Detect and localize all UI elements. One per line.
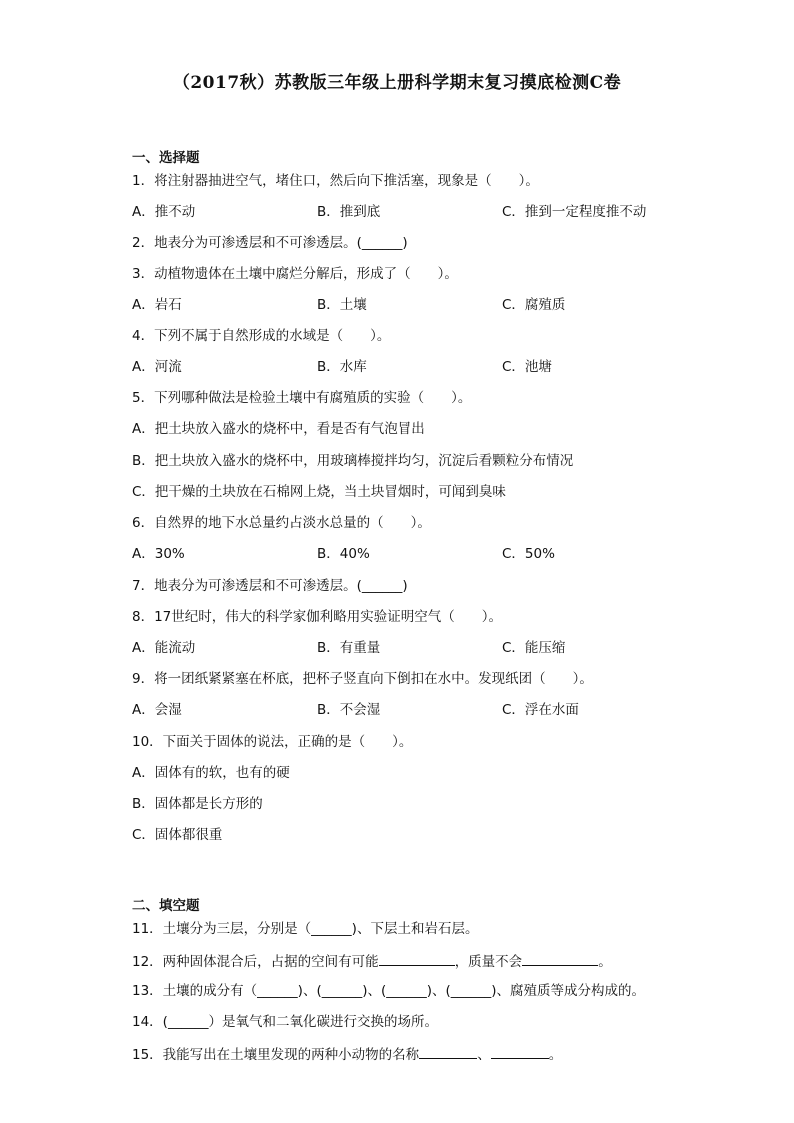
- question-4-option-b: B．水库: [317, 359, 367, 375]
- question-3-option-b: B．土壤: [317, 297, 367, 313]
- question-10-option-a: A．固体有的软，也有的硬: [132, 765, 290, 781]
- question-12: [132, 951, 612, 971]
- question-3: 3．动植物遗体在土壤中腐烂分解后，形成了（ ）。: [132, 266, 458, 282]
- section-heading-choice: 一、选择题: [132, 150, 200, 166]
- question-3-option-a: A．岩石: [132, 297, 182, 313]
- question-9: 9．将一团纸紧紧塞在杯底，把杯子竖直向下倒扣在水中。发现纸团（ ）。: [132, 671, 593, 687]
- question-4-option-c: C．池塘: [502, 359, 552, 375]
- answer-blank[interactable]: [419, 1044, 477, 1059]
- question-10: 10．下面关于固体的说法，正确的是（ ）。: [132, 734, 413, 750]
- question-13: 13．土壤的成分有（______)、(______)、(______)、(______)、腐殖质等成分构成的。: [132, 983, 646, 999]
- question-9-option-a: A．会湿: [132, 702, 182, 718]
- question-5-option-a: A．把土块放入盛水的烧杯中，看是否有气泡冒出: [132, 421, 425, 437]
- answer-blank[interactable]: [491, 1044, 549, 1059]
- question-3-option-c: C．腐殖质: [502, 297, 566, 313]
- question-9-option-c: C．浮在水面: [502, 702, 579, 718]
- question-15-text-start: 15．我能写出在土壤里发现的两种小动物的名称: [132, 1047, 420, 1063]
- question-1-option-c: C．推到一定程度推不动: [502, 204, 647, 220]
- question-1-option-a: A．推不动: [132, 204, 196, 220]
- question-6-option-a: A．30%: [132, 546, 185, 562]
- section-heading-fill: 二、填空题: [132, 898, 200, 914]
- question-10-option-b: B．固体都是长方形的: [132, 796, 263, 812]
- question-15-text-end: 。: [548, 1047, 563, 1063]
- page-title: （2017秋）苏教版三年级上册科学期末复习摸底检测C卷: [172, 73, 622, 93]
- question-4: 4．下列不属于自然形成的水域是（ ）。: [132, 328, 391, 344]
- question-9-option-b: B．不会湿: [317, 702, 381, 718]
- question-12-text-mid: ，质量不会: [454, 954, 523, 970]
- question-5-option-c: C．把干燥的土块放在石棉网上烧，当土块冒烟时，可闻到臭味: [132, 484, 506, 500]
- question-5-option-b: B．把土块放入盛水的烧杯中，用玻璃棒搅拌均匀，沉淀后看颗粒分布情况: [132, 453, 574, 469]
- question-7: 7．地表分为可渗透层和不可渗透层。(______): [132, 578, 408, 594]
- question-12-text-start: 12．两种固体混合后，占据的空间有可能: [132, 954, 379, 970]
- question-15-text-mid: 、: [477, 1047, 491, 1063]
- question-8-option-c: C．能压缩: [502, 640, 566, 656]
- question-15: [132, 1044, 562, 1064]
- question-8-option-b: B．有重量: [317, 640, 381, 656]
- question-6-option-b: B．40%: [317, 546, 370, 562]
- answer-blank[interactable]: [379, 951, 455, 966]
- question-6-option-c: C．50%: [502, 546, 555, 562]
- question-12-text-end: 。: [598, 954, 612, 970]
- question-10-option-c: C．固体都很重: [132, 827, 223, 843]
- question-11: 11．土壤分为三层，分别是（______)、下层土和岩石层。: [132, 921, 479, 937]
- question-8: 8．17世纪时，伟大的科学家伽利略用实验证明空气（ ）。: [132, 609, 503, 625]
- answer-blank[interactable]: [522, 951, 598, 966]
- question-4-option-a: A．河流: [132, 359, 182, 375]
- question-1-option-b: B．推到底: [317, 204, 381, 220]
- question-6: 6．自然界的地下水总量约占淡水总量的（ ）。: [132, 515, 431, 531]
- question-1: 1．将注射器抽进空气，堵住口，然后向下推活塞，现象是（ ）。: [132, 173, 539, 189]
- question-5: 5．下列哪种做法是检验土壤中有腐殖质的实验（ ）。: [132, 390, 472, 406]
- question-8-option-a: A．能流动: [132, 640, 196, 656]
- question-2: 2．地表分为可渗透层和不可渗透层。(______): [132, 235, 408, 251]
- question-14: 14．(______）是氧气和二氧化碳进行交换的场所。: [132, 1014, 438, 1030]
